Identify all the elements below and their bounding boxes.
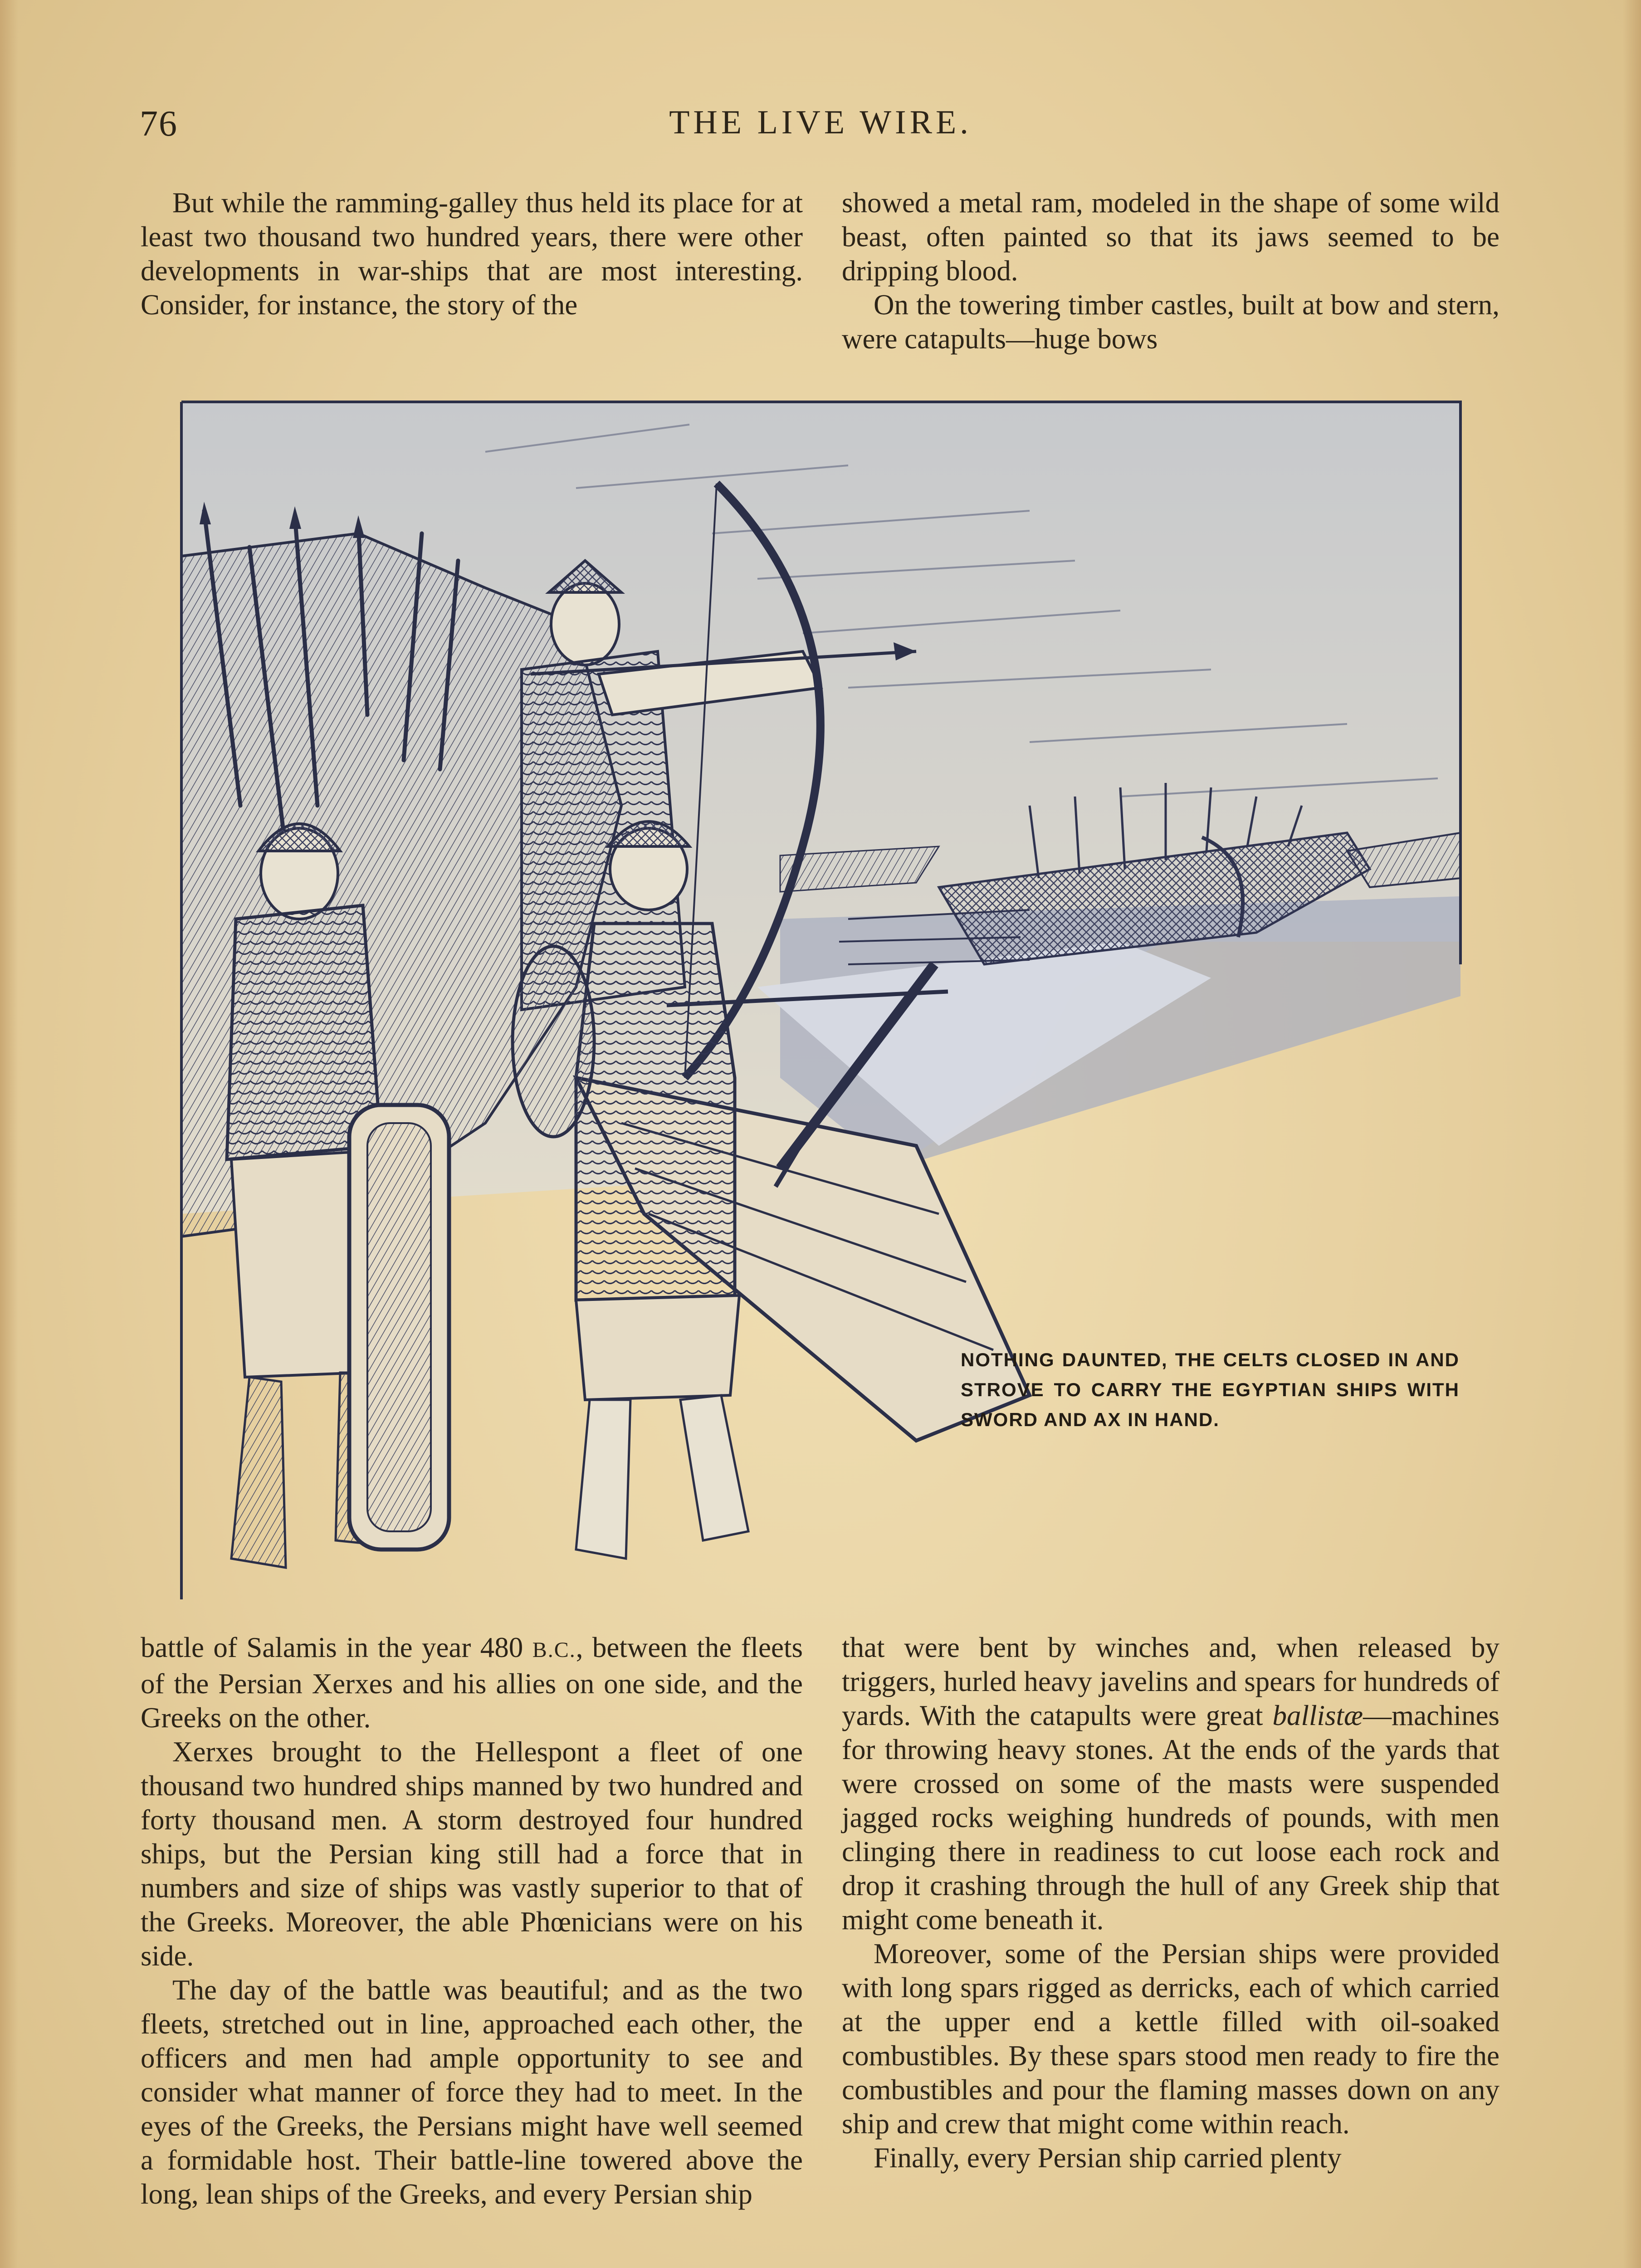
text-run: that were bent by winches and, when released by triggers, hurled heavy javelins and spears for hundreds of yards. With the catapults were great (842, 1632, 1499, 1731)
text-run: battle of Salamis in the year 480 (141, 1632, 532, 1663)
text-run: —machines for throwing heavy stones. At the ends of the yards that were crossed on some of the masts were suspended jagged rocks weighing hundreds of pounds, with men clinging there in readiness to cut loose each rock and drop it crashing through the hull of any Greek ship that might come beneath it. (842, 1700, 1499, 1936)
illustration-caption: NOTHING DAUNTED, THE CELTS CLOSED IN AND STROVE TO CARRY THE EGYPTIAN SHIPS WITH SWORD AND AX IN HAND. (961, 1349, 1460, 1430)
paragraph (141, 1631, 803, 1735)
paragraph: Xerxes brought to the Hellespont a fleet of one thousand two hundred ships manned by two hundred and forty thousand men. A storm destroyed four hundred ships, but the Persian king still had a force that in numbers and size of ships was vastly superior to that of the Greeks. Moreover, the able Phœnicians were on his side. (141, 1736, 803, 1972)
page-number: 76 (140, 104, 178, 144)
text-run: , between the fleets of the Persian Xerxes and his allies on one side, and the Greeks on the other. (141, 1632, 803, 1734)
paragraph: Finally, every Persian ship carried plenty (874, 2142, 1342, 2174)
paragraph: On the towering timber castles, built at bow and stern, were catapults—huge bows (842, 289, 1499, 355)
italic-term: ballistæ (1272, 1700, 1363, 1731)
paragraph (842, 1631, 1499, 1937)
column-top-left (141, 186, 803, 322)
column-bottom-right (842, 1631, 1499, 2175)
page-edge-right (1623, 0, 1641, 2268)
paragraph: showed a metal ram, modeled in the shape of some wild beast, often painted so that its jaws seemed to be dripping blood. (842, 187, 1499, 287)
running-title: THE LIVE WIRE. (669, 104, 972, 141)
column-bottom-left (141, 1631, 803, 2211)
page-edge-left (0, 0, 18, 2268)
paragraph: But while the ramming-galley thus held its place for at least two thousand two hundred years, there were other developments in war-ships that are most interesting. Consider, for instance, the story of the (141, 187, 803, 321)
paragraph: Moreover, some of the Persian ships were provided with long spars rigged as derricks, each of which carried at the upper end a kettle filled with oil-soaked combustibles. By these spars stood men ready to fire the combustibles and pour the flaming masses down on any ship and crew that might come within reach. (842, 1938, 1499, 2140)
era-abbreviation: B.C. (532, 1638, 576, 1662)
column-top-right (842, 186, 1499, 356)
page-header (136, 103, 1505, 149)
paragraph: The day of the battle was beautiful; and as the two fleets, stretched out in line, approached each other, the officers and men had ample opportunity to see and consider what manner of force they had to meet. In the eyes of the Greeks, the Persians might have well seemed a formidable host. Their battle-line towered above the long, lean ships of the Greeks, and every Persian ship (141, 1974, 803, 2210)
